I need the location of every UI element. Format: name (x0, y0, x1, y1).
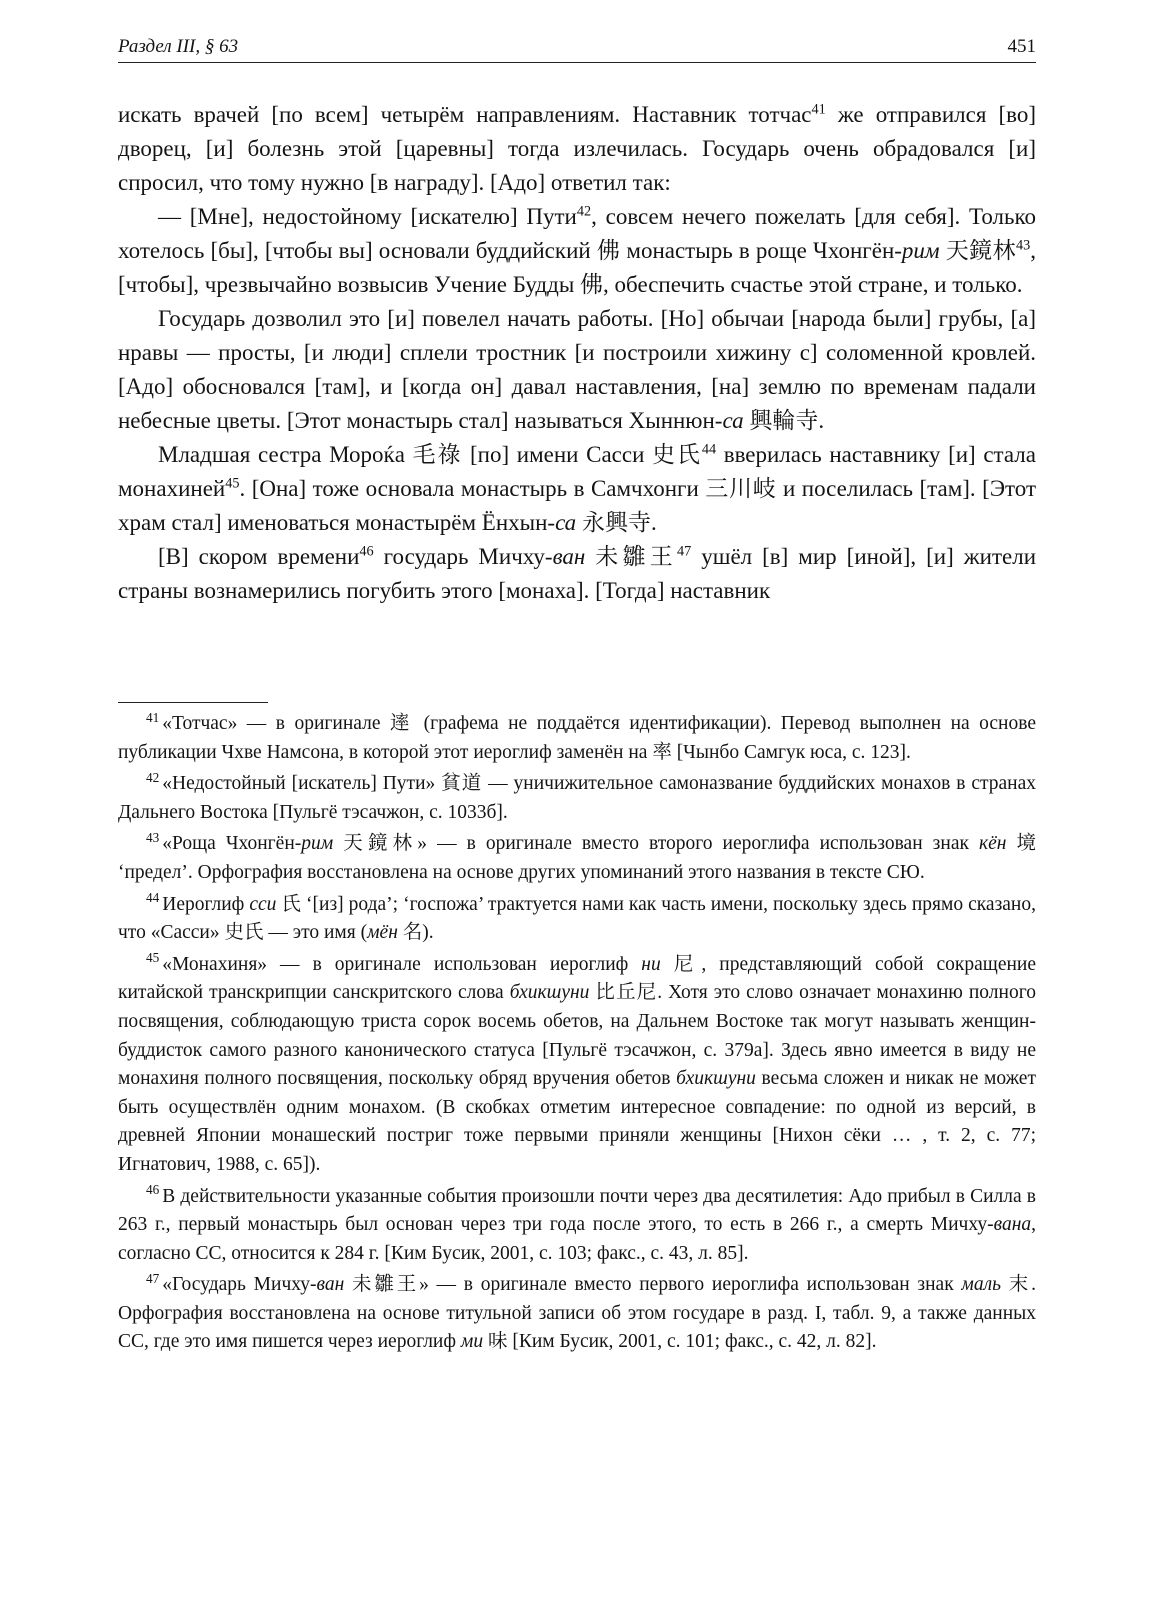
footnote-42: $^{42}$ «Недостойный [искатель] Пути» 貧道 — уничижительное самоназвание буддийских монахов в странах Дальнего Востока [Пульгё тэсачжон, с. 1033б]. (118, 769, 1036, 823)
footnote-ref-43[interactable]: 43 (1016, 237, 1031, 254)
page-number: 451 (1007, 36, 1036, 57)
footnote-44: $^{44}$ Иероглиф сси 氏 ‘[из] рода’; ‘госпожа’ трактуется нами как часть имени, поскольку здесь прямо сказано, что «Сасси» 史氏 — это имя (мён 名). (118, 890, 1036, 944)
paragraph-4: Младшая сестра Мороќа 毛祿 [по] имени Сасси 史氏$^{44}$ вверилась наставнику [и] стала монахиней$^{45}$. [Она] тоже основала монастырь в Самчхонги 三川岐 и поселилась [там]. [Этот храм стал] именоваться монастырём Ёнхын-са 永興寺. (118, 441, 1036, 535)
footnote-ref-42[interactable]: 42 (576, 203, 592, 220)
main-text (118, 98, 1036, 608)
running-header (118, 32, 1036, 63)
paragraph-1: искать врачей [по всем] четырём направлениям. Наставник тотчас$^{41}$ же отправился [во] дворец, [и] болезнь этой [царевны] тогда излечилась. Государь очень обрадовался [и] спросил, что тому нужно [в награду]. [Адо] ответил так: (118, 101, 1036, 195)
paragraph-5: [В] скором времени$^{46}$ государь Мичху-ван 未雛王$^{47}$ ушёл [в] мир [иной], [и] жители страны вознамерились погубить этого [монаха]. [Тогда] наставник (118, 543, 1036, 603)
footnote-ref-41[interactable]: 41 (811, 101, 826, 118)
footnotes (118, 710, 1036, 1360)
footnote-ref-44[interactable]: 44 (701, 441, 717, 458)
running-title: Раздел III, § 63 (118, 36, 239, 57)
footnote-separator (118, 702, 268, 703)
paragraph-3: Государь дозволил это [и] повелел начать работы. [Но] обычаи [народа были] грубы, [а] нравы — просты, [и люди] сплели тростник [и построили хижину с] соломенной кровлей. [Адо] обосновался [там], и [когда он] давал наставления, [на] землю по временам падали небесные цветы. [Этот монастырь стал] называться Хыннюн-са 興輪寺. (118, 306, 1036, 433)
footnote-43: $^{43}$ «Роща Чхонгён-рим 天鏡林» — в оригинале вместо второго иероглифа использован знак кён 境 ‘предел’. Орфография восстановлена на основе других упоминаний этого названия в тексте СЮ. (118, 829, 1036, 883)
footnote-47: $^{47}$ «Государь Мичху-ван 未雛王» — в оригинале вместо первого иероглифа использован знак маль 末. Орфография восстановлена на основе титульной записи об этом государе в разд. I, табл. 9, а также данных СС, где это имя пишется через иероглиф ми 味 [Ким Бусик, 2001, с. 101; факс., с. 42, л. 82]. (118, 1270, 1036, 1353)
footnote-46: $^{46}$ В действительности указанные события произошли почти через два десятилетия: Адо прибыл в Силла в 263 г., первый монастырь был основан через три года после этого, то есть в 266 г., а смерть Мичху-вана, согласно СС, относится к 284 г. [Ким Бусик, 2001, с. 103; факс., с. 43, л. 85]. (118, 1182, 1036, 1264)
footnote-ref-45[interactable]: 45 (225, 475, 240, 492)
footnote-41: $^{41}$ «Тотчас» — в оригинале 䢦 (графема не поддаётся идентификации). Перевод выполнен на основе публикации Чхве Намсона, в которой этот иероглиф заменён на 率 [Чынбо Самгук юса, с. 123]. (118, 709, 1036, 763)
footnote-45: $^{45}$ «Монахиня» — в оригинале использован иероглиф ни 尼, представляющий собой сокращение китайской транскрипции санскритского слова бхикшуни 比丘尼. Хотя это слово означает монахиню полного посвящения, соблюдающую триста сорок восемь обетов, на Дальнем Востоке так могут называть женщин-буддисток самого разного канонического статуса [Пульгё тэсачжон, с. 379а]. Здесь явно имеется в виду не монахиня полного посвящения, поскольку обряд вручения обетов бхикшуни весьма сложен и никак не может быть осуществлён одним монахом. (В скобках отметим интересное совпадение: по одной из версий, в древней Японии монашеский постриг тоже первыми приняли женщины [Нихон сёки … , т. 2, с. 77; Игнатович, 1988, с. 65]). (118, 950, 1036, 1175)
footnote-ref-46[interactable]: 46 (359, 543, 374, 560)
footnote-ref-47[interactable]: 47 (677, 543, 692, 560)
paragraph-2: — [Мне], недостойному [искателю] Пути$^{42}$, совсем нечего пожелать [для себя]. Только хотелось [бы], [чтобы вы] основали буддийский 佛 монастырь в роще Чхонгён-рим 天鏡林$^{43}$, [чтобы], чрезвычайно возвысив Учение Будды 佛, обеспечить счастье этой стране, и только. (118, 203, 1037, 297)
